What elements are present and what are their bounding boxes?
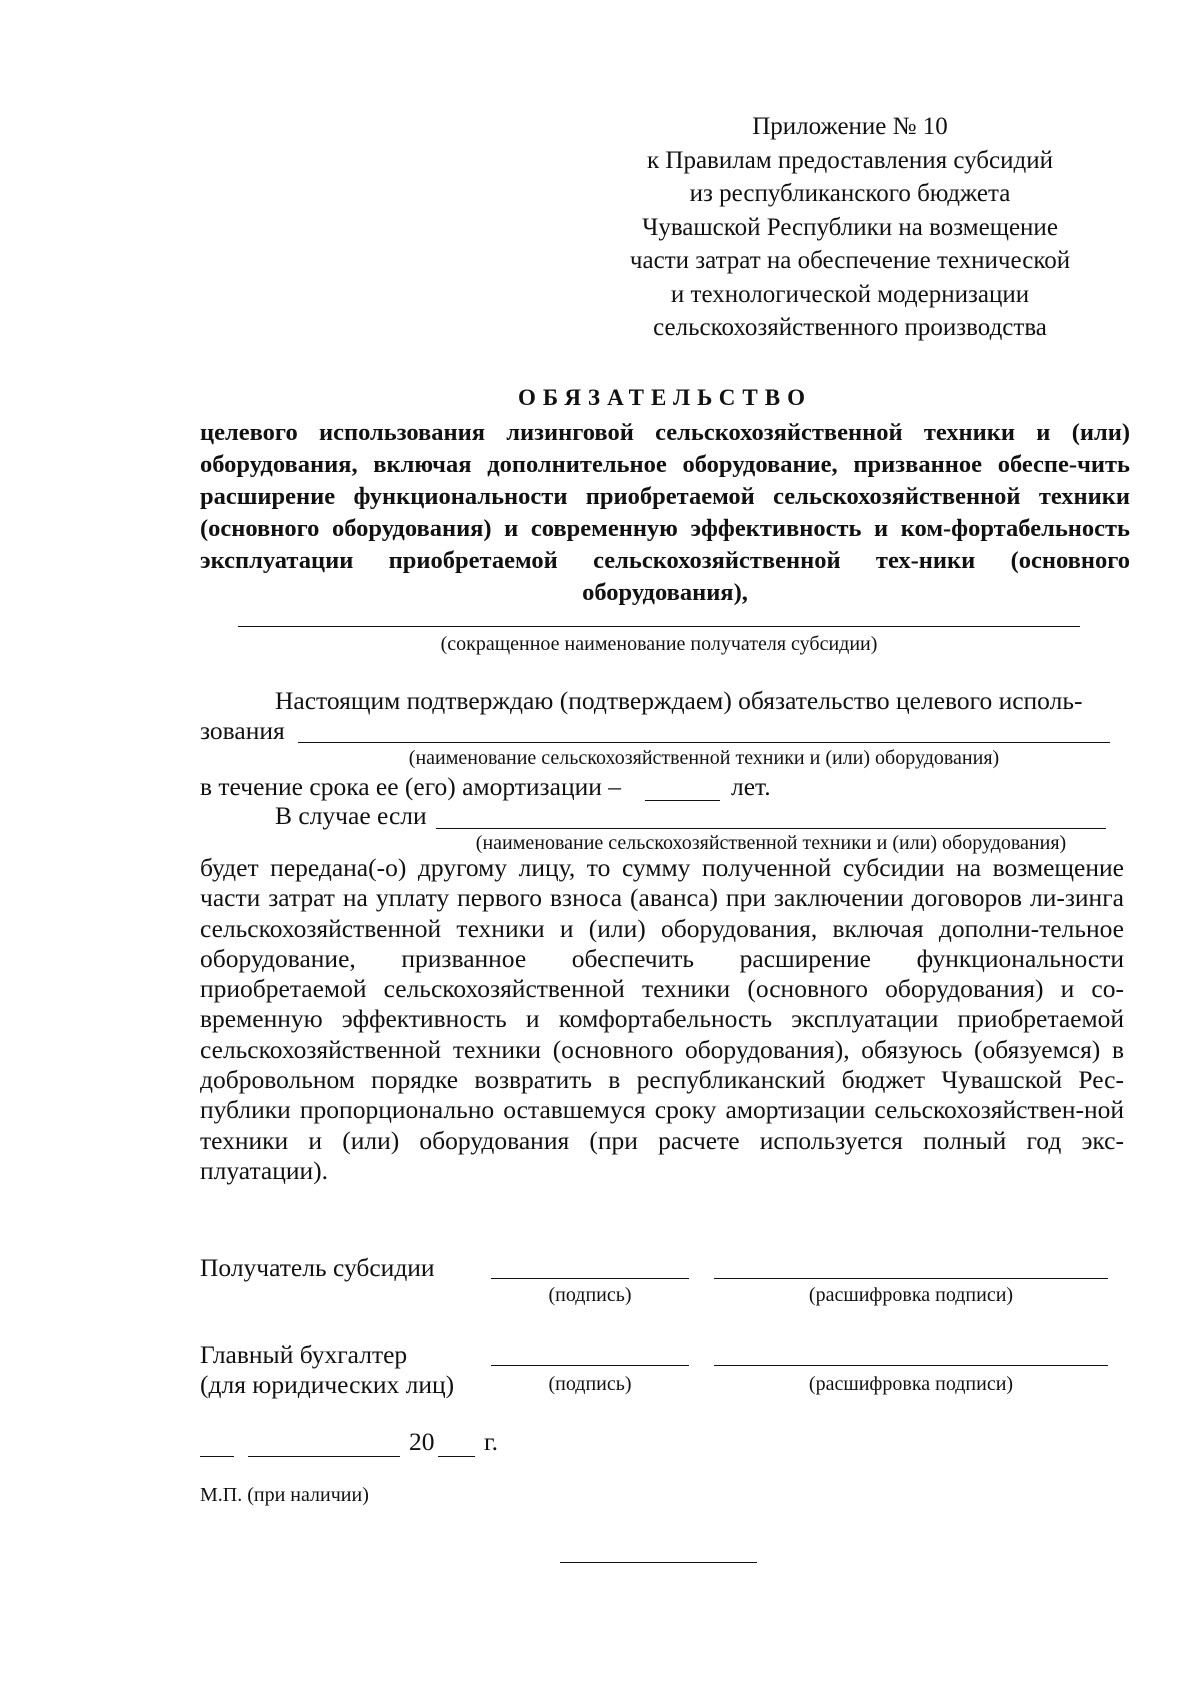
recipient-caption: (сокращенное наименование получателя субсидии) [440, 633, 878, 655]
recipient-name-line [238, 626, 1080, 627]
equipment-name-line-1 [298, 742, 1110, 743]
recipient-signature-label: Получатель субсидии [200, 1253, 435, 1282]
accountant-decoding-caption: (расшифровка подписи) [808, 1373, 1014, 1395]
appendix-line: к Правилам предоставления субсидий [647, 146, 1053, 174]
accountant-label-line1: Главный бухгалтер [200, 1340, 408, 1369]
appendix-line: Чувашской Республики на возмещение [642, 213, 1058, 241]
accountant-signature-caption: (подпись) [548, 1373, 632, 1395]
equipment-caption-1: (наименование сельскохозяйственной техники и (или) оборудования) [408, 747, 1000, 769]
appendix-line: и технологической модернизации [670, 280, 1030, 308]
accountant-signature-line [491, 1365, 689, 1366]
document-subtitle: целевого использования лизинговой сельскохозяйственной техники и (или) оборудования, включая дополнительное оборудование, призванное обеспе-чить расширение функциональности приобретаемой сельскохозяйственной техники (основного оборудования) и современную эффективность и ком-фортабельность эксплуатации приобретаемой сельскохозяйственной тех-ники (основного оборудования), [200, 419, 1130, 606]
stamp-note: М.П. (при наличии) [200, 1484, 369, 1506]
para1-line2: зования [200, 716, 285, 745]
amortization-term-prefix: в течение срока ее (его) амортизации – [200, 772, 622, 801]
date-year-blank [438, 1456, 475, 1457]
date-day-blank [200, 1456, 234, 1457]
date-year-prefix: 20 [409, 1427, 435, 1456]
document-title: ОБЯЗАТЕЛЬСТВО [517, 385, 812, 410]
bottom-separator-line [560, 1562, 757, 1563]
recipient-decoding-caption: (расшифровка подписи) [808, 1284, 1014, 1306]
appendix-line: из республиканского бюджета [689, 180, 1011, 207]
appendix-line: сельскохозяйственного производства [653, 314, 1047, 341]
date-month-blank [248, 1456, 400, 1457]
appendix-line: части затрат на обеспечение технической [629, 247, 1071, 274]
accountant-label-line2: (для юридических лиц) [200, 1370, 455, 1399]
para2-prefix: В случае если [275, 801, 427, 830]
equipment-name-line-2 [436, 828, 1106, 829]
date-year-suffix: г. [484, 1427, 498, 1456]
recipient-signature-line [491, 1278, 689, 1279]
amortization-years-blank [645, 800, 720, 801]
recipient-decoding-line [714, 1278, 1108, 1279]
amortization-term-suffix: лет. [731, 772, 771, 801]
equipment-caption-2: (наименование сельскохозяйственной техники и (или) оборудования) [475, 832, 1067, 854]
appendix-line: Приложение № 10 [752, 113, 948, 140]
appendix-header [600, 110, 1100, 345]
recipient-signature-caption: (подпись) [548, 1284, 632, 1306]
para1-line1: Настоящим подтверждаю (подтверждаем) обязательство целевого исполь- [275, 686, 1083, 715]
accountant-decoding-line [714, 1365, 1108, 1366]
para2-body: будет передана(-о) другому лицу, то сумму полученной субсидии на возмещение части затрат на уплату первого взноса (аванса) при заключении договоров ли-зинга сельскохозяйственной техники и (или) оборудования, включая дополни-тельное оборудование, призванное обеспечить расширение функциональности приобретаемой сельскохозяйственной техники (основного оборудования) и со-временную эффективность и комфортабельность эксплуатации приобретаемой сельскохозяйственной техники (основного оборудования), обязуюсь (обязуемся) в добровольном порядке возвратить в республиканский бюджет Чувашской Рес-публики пропорционально оставшемуся сроку амортизации сельскохозяйствен-ной техники и (или) оборудования (при расчете используется полный год экс-плуатации). [200, 853, 1124, 1185]
